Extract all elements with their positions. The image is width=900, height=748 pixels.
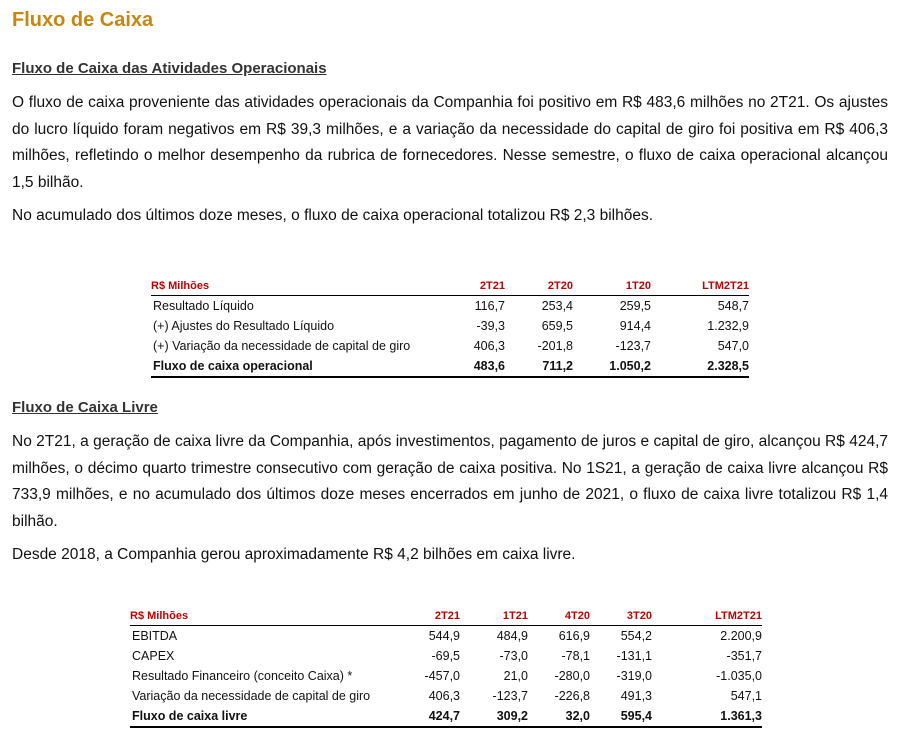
table-cell: 32,0 [528,706,590,727]
row-label: Fluxo de caixa operacional [151,356,437,377]
table-cell: 1.050,2 [573,356,651,377]
table-cell: -280,0 [554,669,590,683]
table-cell: -69,5 [431,649,460,663]
page-title: Fluxo de Caixa [12,9,154,31]
paragraph-operating-1: O fluxo de caixa proveniente das atividades operacionais da Companhia foi positivo em R$ 483,6 milhões no 2T21. Os ajustes do lucro líquido foram negativos em R$ 39,3 milhões, e a variação da necessidade do capital de giro foi positiva em R$ 406,3 milhões, refletindo o melhor desempenho da rubrica de fornecedores. Nesse semestre, o fluxo de caixa operacional alcançou 1,5 bilhão. [12,94,888,191]
column-header: 2T21 [392,609,460,626]
table-row [151,336,749,356]
table-cell: -457,0 [424,669,460,683]
table-cell: -226,8 [554,689,590,703]
column-header: R$ Milhões [151,279,437,296]
table-row [130,666,762,686]
table-cell: 544,9 [428,629,460,643]
table-cell: 309,2 [460,706,528,727]
table-cell: 2.200,9 [720,629,762,643]
column-header: 1T20 [573,279,651,296]
table-cell: 406,3 [428,689,460,703]
table-cell: -201,8 [537,339,573,353]
table-cell: 484,9 [496,629,528,643]
table-row [130,626,762,647]
table-cell: 554,2 [620,629,652,643]
row-label: Fluxo de caixa livre [130,706,392,727]
table-total-row [130,706,762,727]
table-cell: 1.361,3 [652,706,762,727]
table-cell: 116,7 [474,299,505,313]
table-cell: 406,3 [473,339,505,353]
table-cell: -73,0 [499,649,528,663]
table-cell: 914,4 [619,319,651,333]
table-cell: -131,1 [616,649,652,663]
free-cash-flow-table [130,609,762,728]
table-cell: -319,0 [616,669,652,683]
table-cell: 1.232,9 [707,319,749,333]
table-cell: 424,7 [392,706,460,727]
row-label: (+) Variação da necessidade de capital de giro [153,339,411,353]
table-cell: -78,1 [561,649,590,663]
table-cell: 711,2 [505,356,573,377]
column-header: 2T20 [505,279,573,296]
paragraph-free-cash-flow-1: No 2T21, a geração de caixa livre da Companhia, após investimentos, pagamento de juros e capital de giro, alcançou R$ 424,7 milhões, o décimo quarto trimestre consecutivo com geração de caixa positiva. No 1S21, a geração de caixa livre alcançou R$ 733,9 milhões, e no acumulado dos últimos doze meses encerrados em junho de 2021, o fluxo de caixa livre totalizou R$ 1,4 bilhão. [12,433,888,530]
table-cell: 616,9 [558,629,590,643]
table-cell: -123,7 [615,339,651,353]
table-row [130,646,762,666]
table-cell: -1.035,0 [716,669,762,683]
paragraph-free-cash-flow-2: Desde 2018, a Companhia gerou aproximadamente R$ 4,2 bilhões em caixa livre. [12,546,576,563]
column-header: 3T20 [590,609,652,626]
table-cell: 595,4 [590,706,652,727]
row-label: EBITDA [132,629,178,643]
table-cell: -123,7 [492,689,528,703]
column-header: 1T21 [460,609,528,626]
row-label: CAPEX [132,649,175,663]
row-label: Resultado Líquido [153,299,254,313]
table-cell: 659,5 [541,319,573,333]
table-row [151,296,749,317]
operating-cash-flow-table [151,279,749,378]
table-cell: 259,5 [619,299,651,313]
section-heading-free-cash-flow: Fluxo de Caixa Livre [12,399,158,416]
table-cell: 253,4 [541,299,573,313]
column-header: 2T21 [437,279,505,296]
table-cell: 483,6 [437,356,505,377]
table-header-row [151,279,749,296]
column-header: LTM2T21 [652,609,762,626]
section-heading-operating-cash-flow: Fluxo de Caixa das Atividades Operacionais [12,60,327,77]
table-header-row [130,609,762,626]
table-cell: 21,0 [503,669,528,683]
table-cell: -351,7 [726,649,762,663]
table-cell: 2.328,5 [651,356,749,377]
table-cell: 547,0 [717,339,749,353]
column-header: LTM2T21 [651,279,749,296]
row-label: (+) Ajustes do Resultado Líquido [153,319,335,333]
table-cell: 491,3 [620,689,652,703]
row-label: Variação da necessidade de capital de giro [132,689,371,703]
column-header: 4T20 [528,609,590,626]
table-cell: 547,1 [730,689,762,703]
paragraph-operating-2: No acumulado dos últimos doze meses, o fluxo de caixa operacional totalizou R$ 2,3 bilhões. [12,207,654,224]
table-cell: 548,7 [717,299,749,313]
table-row [130,686,762,706]
column-header: R$ Milhões [130,609,392,626]
table-row [151,316,749,336]
row-label: Resultado Financeiro (conceito Caixa) * [132,669,353,683]
table-total-row [151,356,749,377]
table-cell: -39,3 [476,319,505,333]
